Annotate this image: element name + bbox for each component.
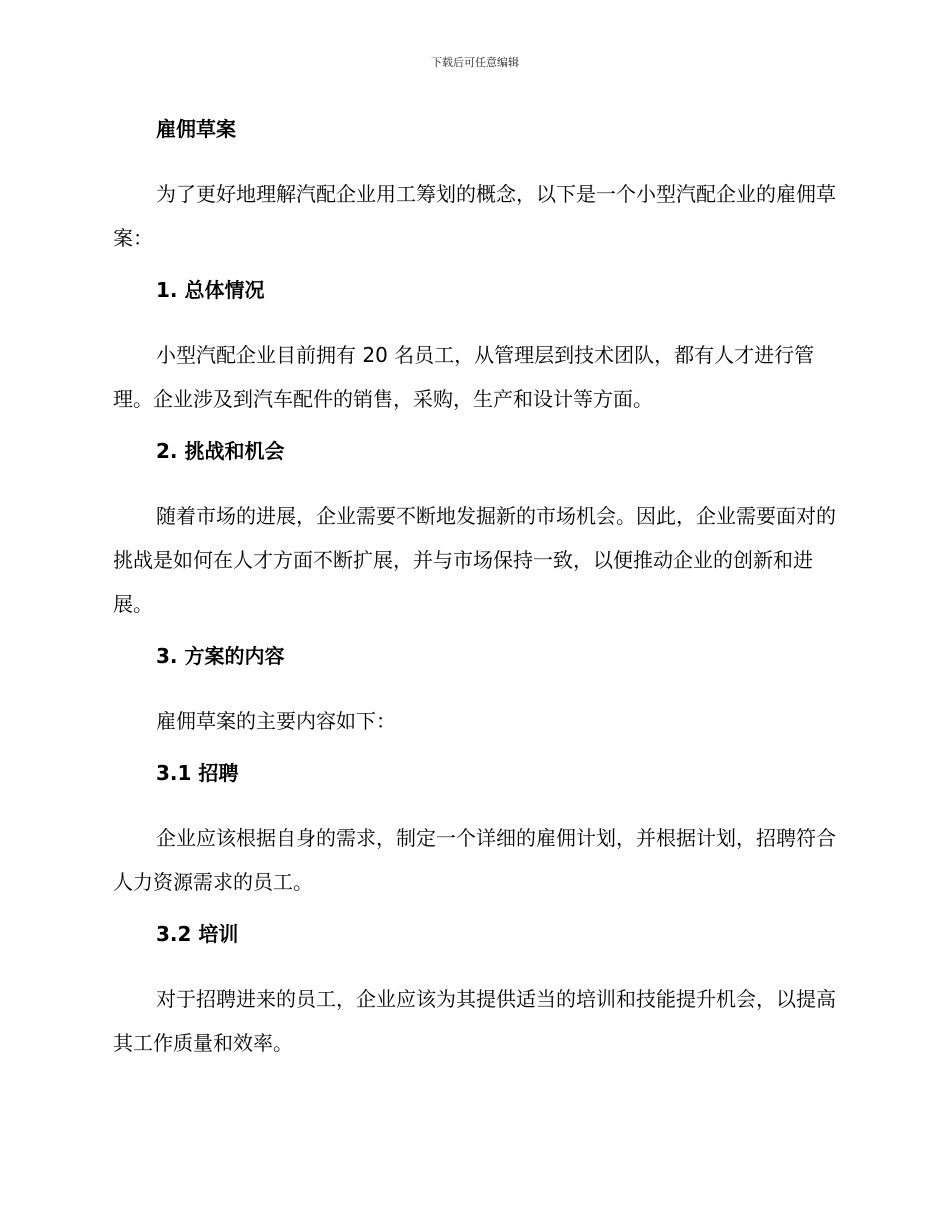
section-paragraph-recruitment: 企业应该根据自身的需求，制定一个详细的雇佣计划，并根据计划，招聘符合人力资源需求的员工。 — [113, 826, 836, 894]
section-heading-overview: 1. 总体情况 — [156, 278, 265, 302]
page-header: 下载后可任意编辑 — [431, 56, 519, 69]
section-heading-training: 3.2 培训 — [156, 922, 239, 946]
section-paragraph-overview: 小型汽配企业目前拥有 20 名员工，从管理层到技术团队，都有人才进行管理。企业涉及到汽车配件的销售，采购，生产和设计等方面。 — [113, 343, 815, 411]
section-paragraph-plan-content: 雇佣草案的主要内容如下： — [156, 709, 396, 733]
section-heading-recruitment: 3.1 招聘 — [156, 761, 239, 785]
document-body — [113, 113, 837, 1079]
intro-paragraph: 为了更好地理解汽配企业用工筹划的概念，以下是一个小型汽配企业的雇佣草案： — [113, 182, 836, 250]
section-paragraph-challenges: 随着市场的进展，企业需要不断地发掘新的市场机会。因此，企业需要面对的挑战是如何在人才方面不断扩展，并与市场保持一致，以便推动企业的创新和进展。 — [113, 504, 836, 616]
section-heading-challenges: 2. 挑战和机会 — [156, 439, 285, 463]
section-heading-plan-content: 3. 方案的内容 — [156, 644, 285, 668]
section-paragraph-training: 对于招聘进来的员工，企业应该为其提供适当的培训和技能提升机会，以提高其工作质量和效率。 — [113, 987, 836, 1055]
document-title: 雇佣草案 — [156, 117, 236, 141]
